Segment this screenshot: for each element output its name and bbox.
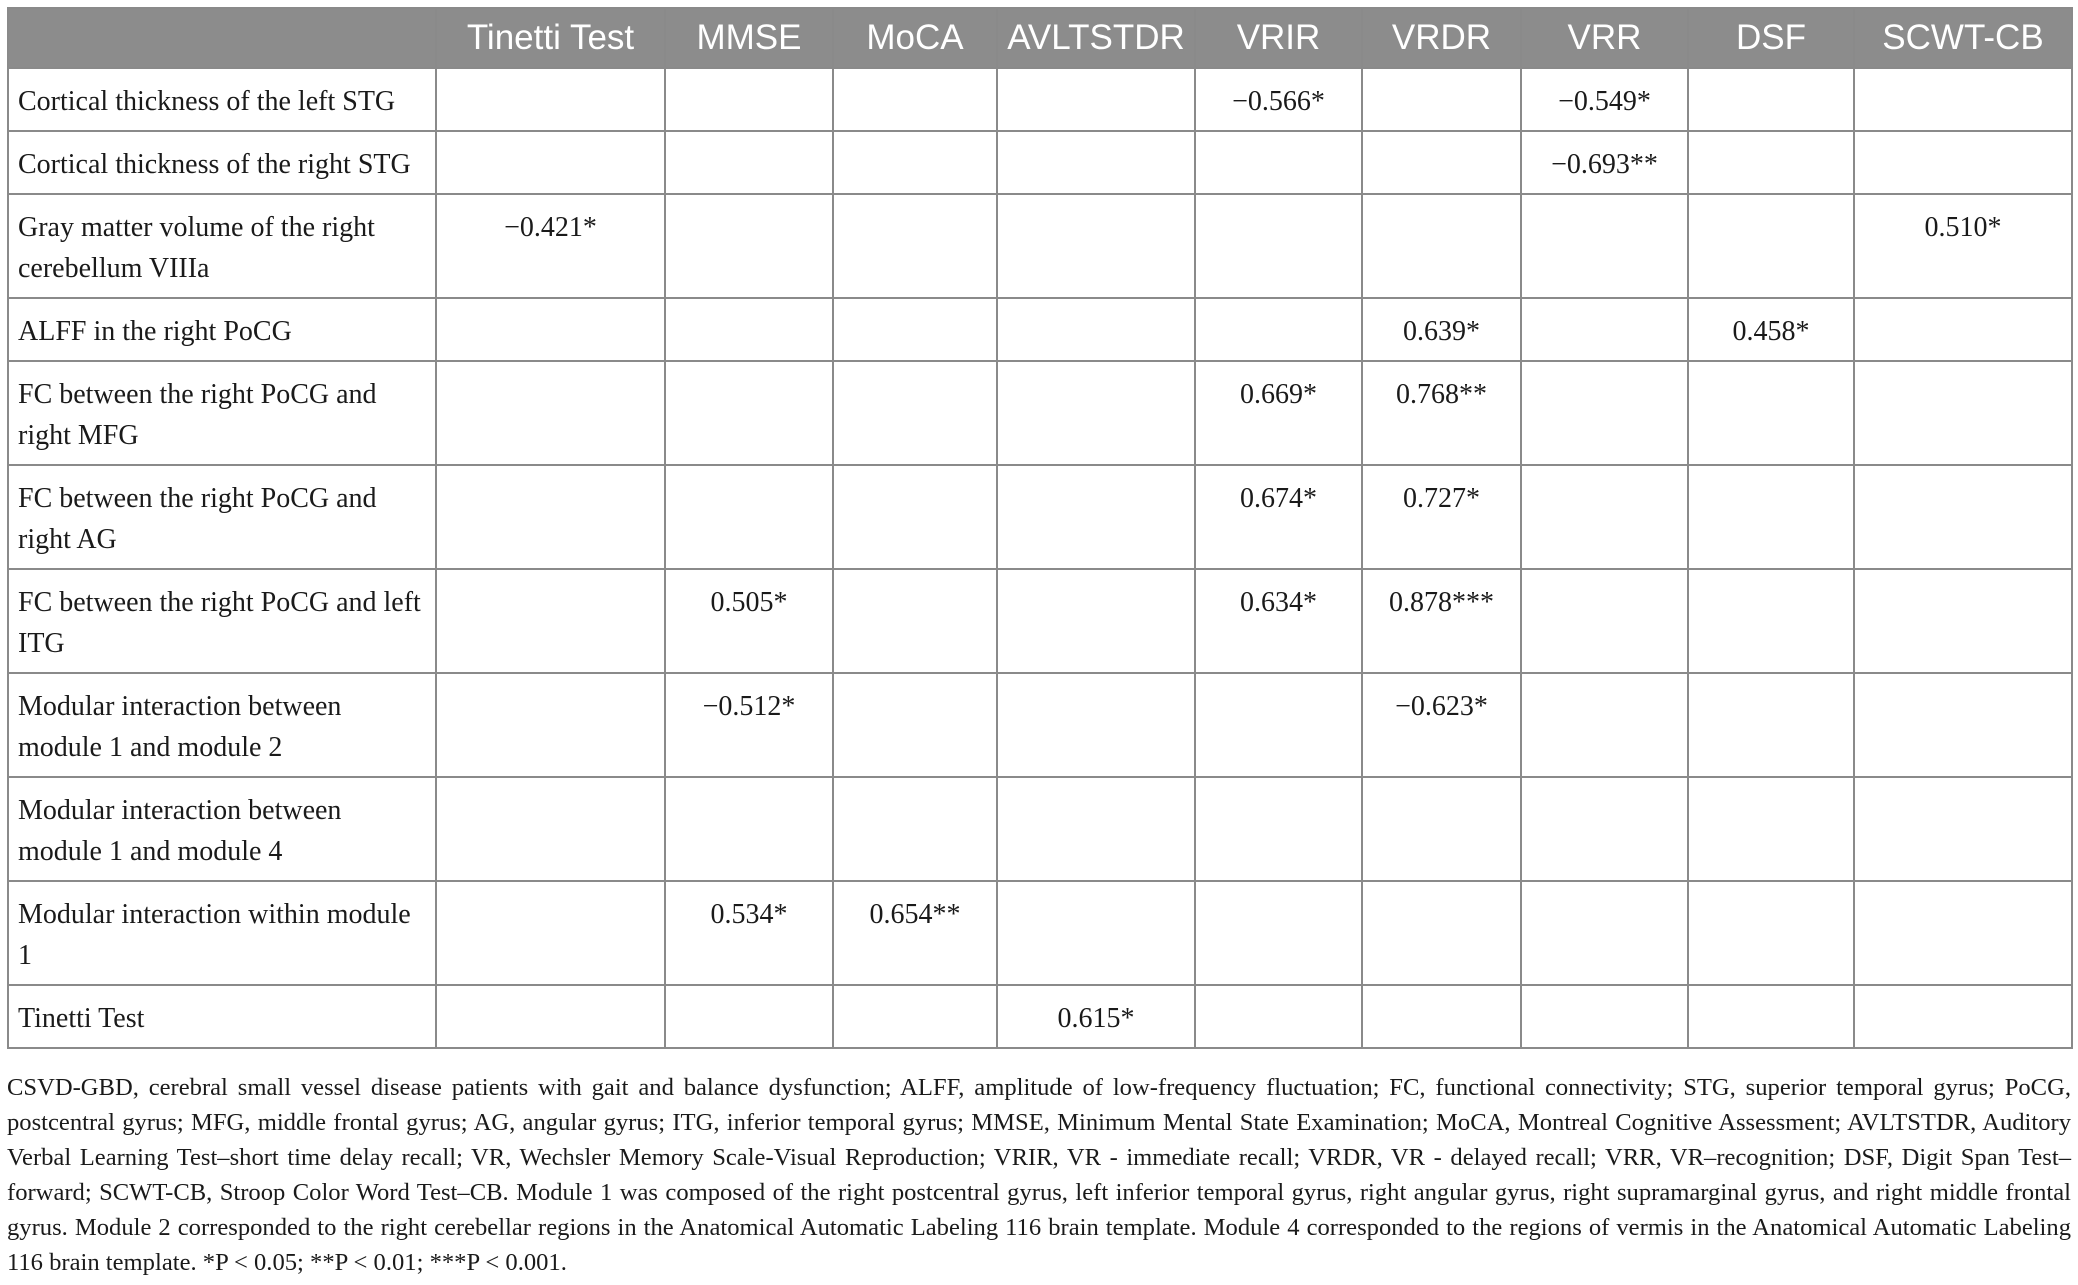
table-cell bbox=[997, 569, 1195, 673]
table-container bbox=[7, 7, 2071, 1049]
column-header: SCWT-CB bbox=[1854, 8, 2072, 68]
row-label: Cortical thickness of the right STG bbox=[8, 131, 436, 194]
row-label: Modular interaction within module 1 bbox=[8, 881, 436, 985]
table-header bbox=[8, 8, 2072, 68]
table-cell bbox=[1688, 131, 1854, 194]
table-cell: 0.878*** bbox=[1362, 569, 1521, 673]
table-cell: 0.674* bbox=[1195, 465, 1362, 569]
table-cell: 0.615* bbox=[997, 985, 1195, 1048]
table-cell bbox=[1521, 298, 1688, 361]
table-cell bbox=[665, 194, 833, 298]
table-cell bbox=[1195, 194, 1362, 298]
row-label: FC between the right PoCG and right AG bbox=[8, 465, 436, 569]
table-cell bbox=[1854, 298, 2072, 361]
table-cell bbox=[665, 361, 833, 465]
row-label: Modular interaction between module 1 and module 4 bbox=[8, 777, 436, 881]
table-cell: 0.534* bbox=[665, 881, 833, 985]
table-cell bbox=[1362, 194, 1521, 298]
table-row bbox=[8, 569, 2072, 673]
table-cell: −0.512* bbox=[665, 673, 833, 777]
table-cell bbox=[997, 194, 1195, 298]
table-row bbox=[8, 361, 2072, 465]
table-row bbox=[8, 673, 2072, 777]
table-cell bbox=[1521, 985, 1688, 1048]
row-label: Gray matter volume of the right cerebellum VIIIa bbox=[8, 194, 436, 298]
table-cell bbox=[436, 131, 665, 194]
table-cell bbox=[1688, 361, 1854, 465]
table-cell bbox=[1195, 881, 1362, 985]
row-label: Modular interaction between module 1 and module 2 bbox=[8, 673, 436, 777]
table-cell bbox=[665, 68, 833, 131]
column-header: MoCA bbox=[833, 8, 997, 68]
table-cell: 0.669* bbox=[1195, 361, 1362, 465]
table-cell bbox=[1688, 673, 1854, 777]
table-cell bbox=[833, 298, 997, 361]
table-cell bbox=[833, 777, 997, 881]
table-cell bbox=[1521, 569, 1688, 673]
table-cell bbox=[436, 361, 665, 465]
table-cell bbox=[1195, 131, 1362, 194]
table-cell bbox=[436, 985, 665, 1048]
table-cell bbox=[1854, 985, 2072, 1048]
table-row bbox=[8, 194, 2072, 298]
table-cell bbox=[833, 131, 997, 194]
table-cell: 0.510* bbox=[1854, 194, 2072, 298]
column-header: DSF bbox=[1688, 8, 1854, 68]
table-cell bbox=[665, 777, 833, 881]
table-cell bbox=[1195, 777, 1362, 881]
table-body bbox=[8, 68, 2072, 1048]
table-cell bbox=[833, 673, 997, 777]
table-cell bbox=[665, 985, 833, 1048]
table-cell bbox=[436, 569, 665, 673]
table-cell: 0.654** bbox=[833, 881, 997, 985]
table-cell bbox=[436, 777, 665, 881]
table-cell bbox=[1688, 194, 1854, 298]
table-cell: 0.634* bbox=[1195, 569, 1362, 673]
table-cell bbox=[833, 68, 997, 131]
column-header: AVLTSTDR bbox=[997, 8, 1195, 68]
column-header: VRIR bbox=[1195, 8, 1362, 68]
header-row bbox=[8, 8, 2072, 68]
table-cell bbox=[1195, 298, 1362, 361]
table-cell bbox=[436, 298, 665, 361]
row-label: FC between the right PoCG and left ITG bbox=[8, 569, 436, 673]
row-label: Cortical thickness of the left STG bbox=[8, 68, 436, 131]
table-row bbox=[8, 881, 2072, 985]
table-cell bbox=[1854, 68, 2072, 131]
table-row bbox=[8, 985, 2072, 1048]
column-header: VRDR bbox=[1362, 8, 1521, 68]
table-cell bbox=[436, 673, 665, 777]
table-cell bbox=[1688, 985, 1854, 1048]
table-cell bbox=[1688, 881, 1854, 985]
table-cell bbox=[1362, 131, 1521, 194]
table-cell bbox=[997, 777, 1195, 881]
table-cell bbox=[1362, 777, 1521, 881]
table-cell bbox=[1688, 465, 1854, 569]
table-cell bbox=[1521, 881, 1688, 985]
table-cell bbox=[1854, 673, 2072, 777]
table-cell bbox=[997, 673, 1195, 777]
table-cell bbox=[1521, 194, 1688, 298]
column-header: VRR bbox=[1521, 8, 1688, 68]
table-cell bbox=[1521, 361, 1688, 465]
table-cell bbox=[1521, 777, 1688, 881]
table-cell: −0.693** bbox=[1521, 131, 1688, 194]
column-header: MMSE bbox=[665, 8, 833, 68]
table-cell bbox=[997, 298, 1195, 361]
table-cell bbox=[1854, 777, 2072, 881]
table-cell: −0.623* bbox=[1362, 673, 1521, 777]
table-cell bbox=[997, 465, 1195, 569]
table-cell bbox=[997, 68, 1195, 131]
correlation-table bbox=[7, 7, 2073, 1049]
header-corner-cell bbox=[8, 8, 436, 68]
table-cell bbox=[665, 465, 833, 569]
table-cell bbox=[1688, 68, 1854, 131]
row-label: FC between the right PoCG and right MFG bbox=[8, 361, 436, 465]
row-label: ALFF in the right PoCG bbox=[8, 298, 436, 361]
table-cell: 0.639* bbox=[1362, 298, 1521, 361]
table-cell: 0.458* bbox=[1688, 298, 1854, 361]
row-label: Tinetti Test bbox=[8, 985, 436, 1048]
table-cell bbox=[1521, 673, 1688, 777]
table-cell: −0.421* bbox=[436, 194, 665, 298]
table-cell bbox=[1854, 361, 2072, 465]
table-cell bbox=[1362, 985, 1521, 1048]
table-row bbox=[8, 131, 2072, 194]
table-cell bbox=[833, 361, 997, 465]
table-cell bbox=[1362, 68, 1521, 131]
table-cell bbox=[436, 881, 665, 985]
table-cell bbox=[1854, 131, 2072, 194]
table-cell: 0.505* bbox=[665, 569, 833, 673]
table-cell bbox=[1362, 881, 1521, 985]
table-cell bbox=[997, 361, 1195, 465]
table-cell bbox=[665, 298, 833, 361]
column-header: Tinetti Test bbox=[436, 8, 665, 68]
table-cell bbox=[1854, 465, 2072, 569]
table-cell bbox=[436, 68, 665, 131]
table-cell bbox=[1521, 465, 1688, 569]
table-cell: −0.566* bbox=[1195, 68, 1362, 131]
table-cell: 0.768** bbox=[1362, 361, 1521, 465]
table-cell bbox=[1688, 569, 1854, 673]
table-cell: 0.727* bbox=[1362, 465, 1521, 569]
table-row bbox=[8, 465, 2072, 569]
table-cell bbox=[1688, 777, 1854, 881]
table-cell bbox=[1854, 569, 2072, 673]
table-row bbox=[8, 68, 2072, 131]
table-row bbox=[8, 298, 2072, 361]
table-cell bbox=[833, 985, 997, 1048]
table-cell bbox=[665, 131, 833, 194]
table-cell bbox=[436, 465, 665, 569]
table-cell bbox=[833, 465, 997, 569]
table-cell bbox=[1195, 985, 1362, 1048]
table-cell bbox=[1854, 881, 2072, 985]
table-cell bbox=[833, 194, 997, 298]
table-cell bbox=[997, 881, 1195, 985]
table-cell: −0.549* bbox=[1521, 68, 1688, 131]
table-row bbox=[8, 777, 2072, 881]
table-cell bbox=[997, 131, 1195, 194]
table-cell bbox=[1195, 673, 1362, 777]
table-footnote: CSVD-GBD, cerebral small vessel disease patients with gait and balance dysfunction; ALFF, amplitude of low-frequency fluctuation; FC, functional connectivity; STG, superior temporal gyrus; PoCG, postcentral gyrus; MFG, middle frontal gyrus; AG, angular gyrus; ITG, inferior temporal gyrus; MMSE, Minimum Mental State Examination; MoCA, Montreal Cognitive Assessment; AVLTSTDR, Auditory Verbal Learning Test–short time delay recall; VR, Wechsler Memory Scale-Visual Reproduction; VRIR, VR - immediate recall; VRDR, VR - delayed recall; VRR, VR–recognition; DSF, Digit Span Test–forward; SCWT-CB, Stroop Color Word Test–CB. Module 1 was composed of the right postcentral gyrus, left inferior temporal gyrus, right angular gyrus, right supramarginal gyrus, and right middle frontal gyrus. Module 2 corresponded to the right cerebellar regions in the Anatomical Automatic Labeling 116 brain template. Module 4 corresponded to the regions of vermis in the Anatomical Automatic Labeling 116 brain template. *P < 0.05; **P < 0.01; ***P < 0.001. bbox=[7, 1073, 2071, 1276]
table-cell bbox=[833, 569, 997, 673]
